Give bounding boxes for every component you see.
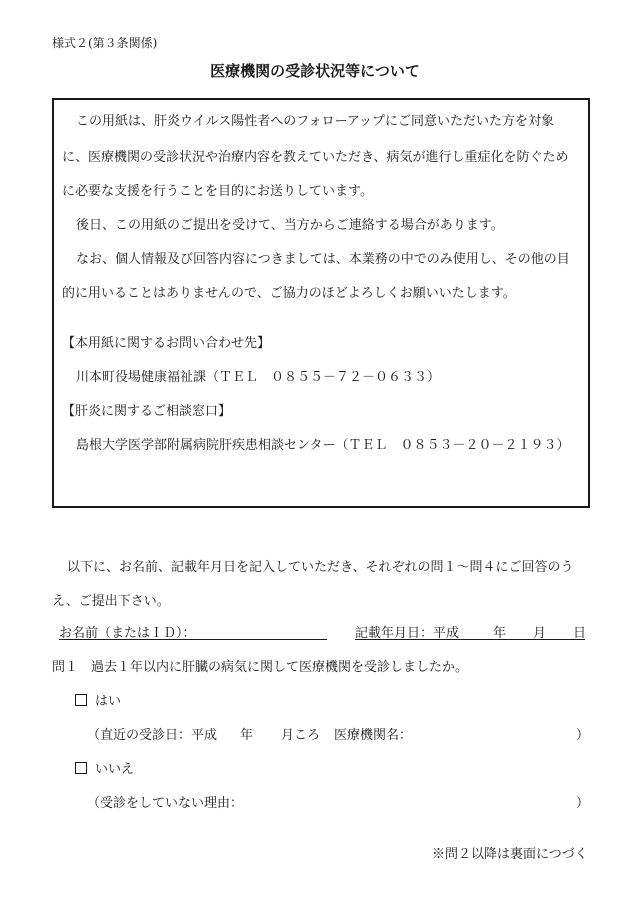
notice-paragraph-1-line-2: に、医療機関の受診状況や治療内容を教えていただき、病気が進行し重症化を防ぐため — [62, 150, 569, 165]
contact-detail-town-office: 川本町役場健康福祉課（ＴＥＬ ０８５５－７２－０６３３） — [76, 370, 441, 385]
notice-box — [52, 98, 590, 508]
yes-detail-close-paren: ） — [576, 728, 590, 743]
checkbox-yes[interactable] — [75, 694, 87, 706]
instructions-line-2: え、ご提出下さい。 — [52, 594, 170, 609]
contact-heading-hepatitis: 【肝炎に関するご相談窓口】 — [62, 404, 232, 419]
name-field[interactable] — [59, 622, 327, 640]
name-label: お名前（またはＩＤ）： — [59, 626, 196, 641]
no-detail-label: （受診をしていない理由： — [87, 796, 244, 811]
date-month-label: 月 — [533, 626, 547, 641]
yes-detail-year: 年 — [240, 728, 254, 743]
date-year-label: 年 — [493, 626, 507, 641]
notice-paragraph-1-line-1: この用紙は、肝炎ウイルス陽性者へのフォローアップにご同意いただいた方を対象 — [76, 114, 555, 129]
yes-detail-month: 月ころ — [281, 728, 321, 743]
notice-paragraph-3-line-2: 的に用いることはありませんので、ご協力のほどよろしくお願いいたします。 — [62, 286, 516, 301]
yes-detail-prefix: （直近の受診日：平成 — [87, 728, 218, 743]
notice-paragraph-2: 後日、この用紙のご提出を受けて、当方からご連絡する場合があります。 — [76, 218, 504, 233]
notice-paragraph-3-line-1: なお、個人情報及び回答内容につきましては、本業務の中でのみ使用し、その他の目 — [76, 252, 570, 267]
date-label: 記載年月日：平成 — [355, 626, 460, 641]
no-detail-close-paren: ） — [576, 796, 590, 811]
answer-no-option[interactable] — [75, 758, 134, 777]
page-title: 医療機関の受診状況等について — [210, 62, 420, 80]
question-1-text: 問１ 過去１年以内に肝臓の病気に関して医療機関を受診しましたか。 — [52, 660, 469, 675]
contact-heading-form: 【本用紙に関するお問い合わせ先】 — [62, 336, 271, 351]
checkbox-no[interactable] — [75, 762, 87, 774]
form-number: 様式２(第３条関係) — [52, 36, 158, 50]
answer-yes-option[interactable] — [75, 690, 121, 709]
notice-paragraph-1-line-3: に必要な支援を行うことを目的にお送りしています。 — [62, 184, 373, 199]
continued-note: ※問２以降は裏面につづく — [432, 847, 588, 862]
contact-detail-hospital: 島根大学医学部附属病院肝疾患相談センター（ＴＥＬ ０８５３－２０－２１９３） — [76, 438, 570, 453]
answer-no-label: いいえ — [95, 762, 135, 777]
date-field[interactable] — [355, 622, 585, 640]
yes-detail-clinic-label: 医療機関名： — [334, 728, 413, 743]
date-day-label: 日 — [573, 626, 587, 641]
instructions-line-1: 以下に、お名前、記載年月日を記入していただき、それぞれの問１～問４にご回答のう — [67, 560, 574, 575]
answer-yes-label: はい — [95, 694, 122, 709]
